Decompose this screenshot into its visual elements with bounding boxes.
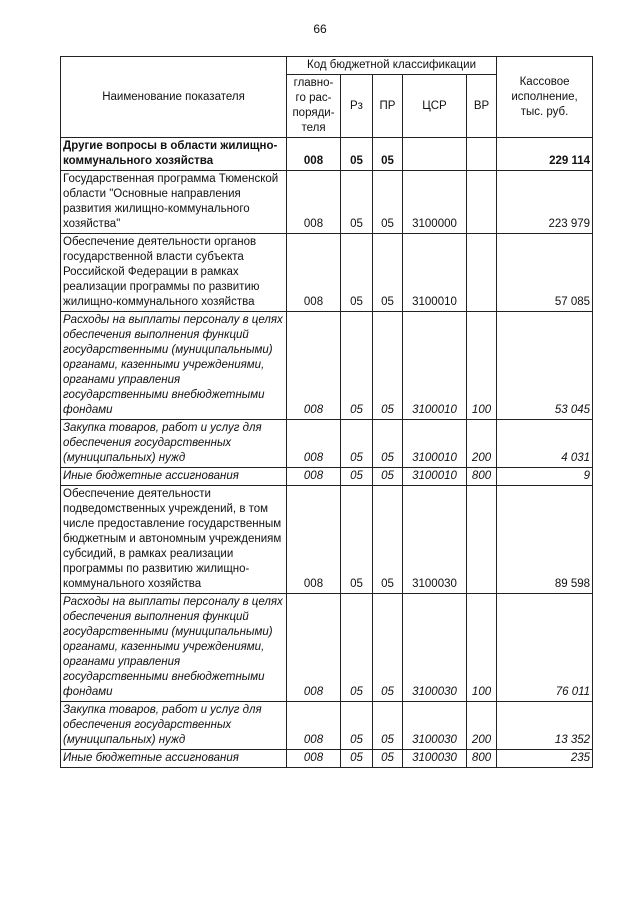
header-code-group: Код бюджетной классификации <box>287 57 497 75</box>
header-glavn: главно-го рас-поряди-теля <box>287 75 341 138</box>
row-csr <box>403 138 467 171</box>
row-rz: 05 <box>341 750 373 768</box>
row-name: Обеспечение деятельности подведомственных учреждений, в том числе предоставление государственным бюджетным и автономным учреждениям субсидий, в рамках реализации программы по развитию жилищно-коммунального хозяйства <box>61 486 287 594</box>
table-row <box>61 702 593 750</box>
row-glavn: 008 <box>287 750 341 768</box>
row-amount: 9 <box>497 468 593 486</box>
table-row <box>61 750 593 768</box>
row-glavn: 008 <box>287 486 341 594</box>
row-rz: 05 <box>341 594 373 702</box>
row-pr: 05 <box>373 594 403 702</box>
row-pr: 05 <box>373 468 403 486</box>
row-rz: 05 <box>341 702 373 750</box>
header-csr: ЦСР <box>403 75 467 138</box>
row-amount: 89 598 <box>497 486 593 594</box>
row-amount: 13 352 <box>497 702 593 750</box>
row-amount: 76 011 <box>497 594 593 702</box>
table-body <box>61 138 593 768</box>
row-amount: 57 085 <box>497 234 593 312</box>
row-name: Государственная программа Тюменской области "Основные направления развития жилищно-коммунального хозяйства" <box>61 171 287 234</box>
row-name: Обеспечение деятельности органов государственной власти субъекта Российской Федерации в рамках реализации программы по развитию жилищно-коммунального хозяйства <box>61 234 287 312</box>
row-glavn: 008 <box>287 702 341 750</box>
row-amount: 223 979 <box>497 171 593 234</box>
row-csr: 3100010 <box>403 420 467 468</box>
row-pr: 05 <box>373 171 403 234</box>
row-glavn: 008 <box>287 138 341 171</box>
row-pr: 05 <box>373 138 403 171</box>
row-amount: 4 031 <box>497 420 593 468</box>
row-pr: 05 <box>373 234 403 312</box>
row-rz: 05 <box>341 312 373 420</box>
row-pr: 05 <box>373 420 403 468</box>
row-glavn: 008 <box>287 171 341 234</box>
header-name: Наименование показателя <box>61 57 287 138</box>
row-vr: 100 <box>467 312 497 420</box>
header-pr: ПР <box>373 75 403 138</box>
row-csr: 3100000 <box>403 171 467 234</box>
row-vr <box>467 138 497 171</box>
row-vr: 800 <box>467 750 497 768</box>
row-csr: 3100030 <box>403 594 467 702</box>
row-name: Иные бюджетные ассигнования <box>61 750 287 768</box>
row-glavn: 008 <box>287 234 341 312</box>
row-vr: 800 <box>467 468 497 486</box>
row-amount: 53 045 <box>497 312 593 420</box>
row-pr: 05 <box>373 750 403 768</box>
row-csr: 3100010 <box>403 468 467 486</box>
header-vr: ВР <box>467 75 497 138</box>
row-vr <box>467 171 497 234</box>
row-glavn: 008 <box>287 312 341 420</box>
row-csr: 3100010 <box>403 312 467 420</box>
row-name: Иные бюджетные ассигнования <box>61 468 287 486</box>
row-rz: 05 <box>341 234 373 312</box>
row-amount: 229 114 <box>497 138 593 171</box>
table-row <box>61 171 593 234</box>
row-name: Другие вопросы в области жилищно-коммунального хозяйства <box>61 138 287 171</box>
row-name: Расходы на выплаты персоналу в целях обеспечения выполнения функций государственными (муниципальными) органами, казенными учреждениями, органами управления государственными внебюджетными фондами <box>61 594 287 702</box>
table-row <box>61 420 593 468</box>
row-vr <box>467 486 497 594</box>
row-name: Закупка товаров, работ и услуг для обеспечения государственных (муниципальных) нужд <box>61 702 287 750</box>
budget-table <box>60 56 593 768</box>
table-row <box>61 486 593 594</box>
row-vr: 200 <box>467 420 497 468</box>
table-row <box>61 234 593 312</box>
row-glavn: 008 <box>287 468 341 486</box>
header-amount: Кассовое исполнение, тыс. руб. <box>497 57 593 138</box>
table-row <box>61 138 593 171</box>
table-row <box>61 594 593 702</box>
row-vr <box>467 234 497 312</box>
row-rz: 05 <box>341 420 373 468</box>
row-name: Закупка товаров, работ и услуг для обеспечения государственных (муниципальных) нужд <box>61 420 287 468</box>
page-number: 66 <box>313 22 327 36</box>
row-pr: 05 <box>373 312 403 420</box>
row-glavn: 008 <box>287 420 341 468</box>
row-rz: 05 <box>341 138 373 171</box>
row-rz: 05 <box>341 171 373 234</box>
row-name: Расходы на выплаты персоналу в целях обеспечения выполнения функций государственными (муниципальными) органами, казенными учреждениями, органами управления государственными внебюджетными фондами <box>61 312 287 420</box>
row-pr: 05 <box>373 702 403 750</box>
row-vr: 200 <box>467 702 497 750</box>
row-rz: 05 <box>341 486 373 594</box>
row-pr: 05 <box>373 486 403 594</box>
header-rz: Рз <box>341 75 373 138</box>
row-rz: 05 <box>341 468 373 486</box>
row-amount: 235 <box>497 750 593 768</box>
row-vr: 100 <box>467 594 497 702</box>
table-row <box>61 312 593 420</box>
table-row <box>61 468 593 486</box>
row-csr: 3100030 <box>403 486 467 594</box>
row-csr: 3100010 <box>403 234 467 312</box>
row-csr: 3100030 <box>403 750 467 768</box>
row-csr: 3100030 <box>403 702 467 750</box>
row-glavn: 008 <box>287 594 341 702</box>
